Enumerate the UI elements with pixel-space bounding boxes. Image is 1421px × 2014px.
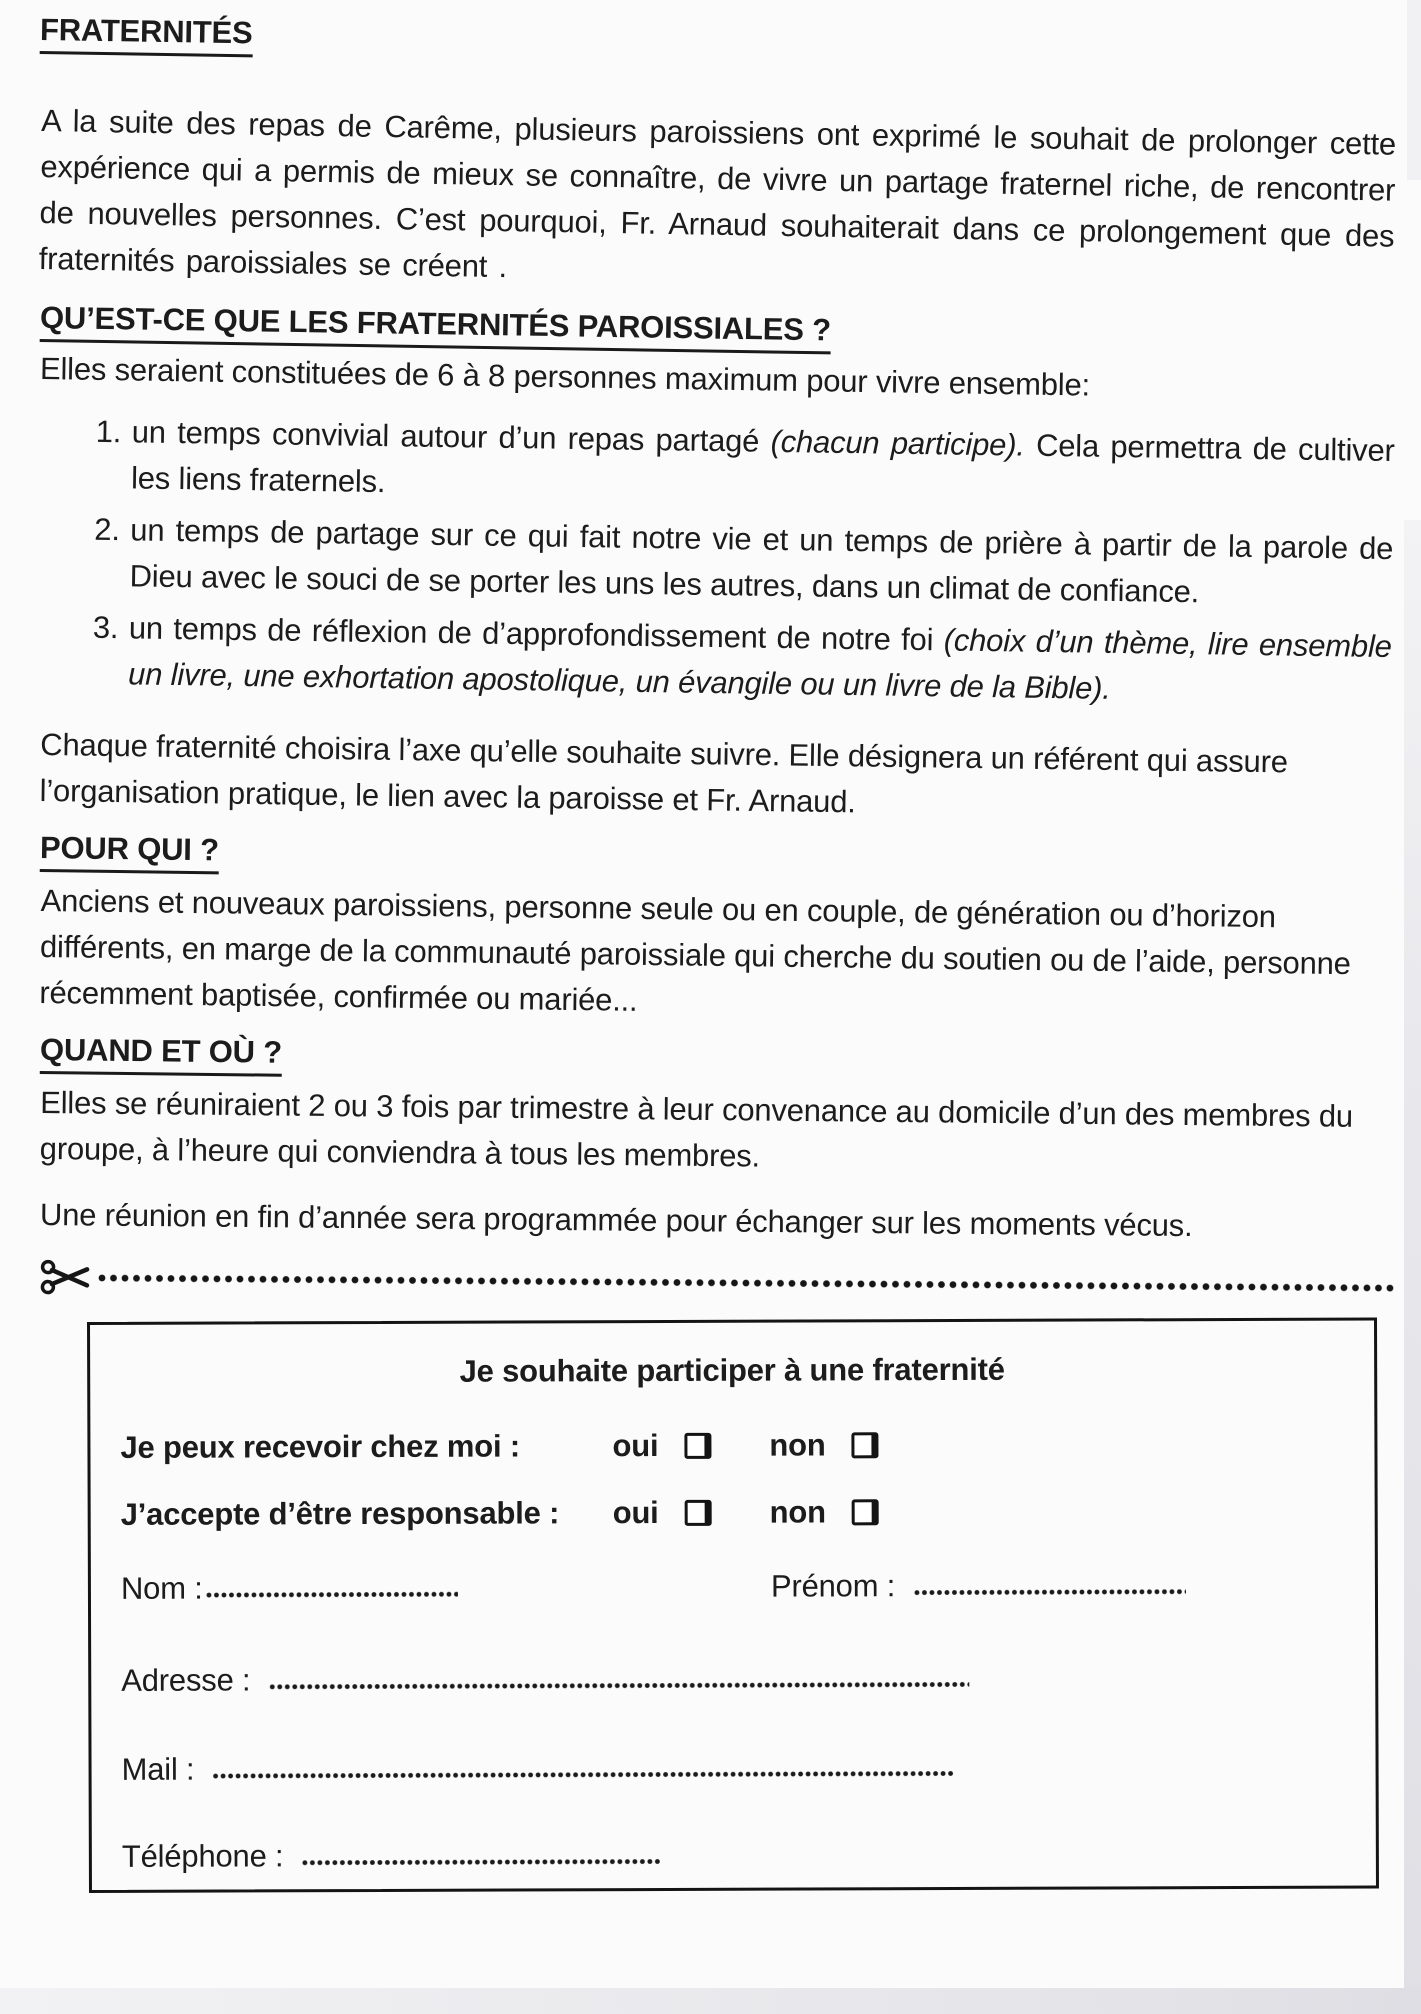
question-label: Je peux recevoir chez moi : (120, 1428, 520, 1465)
telephone-label: Téléphone : (121, 1838, 292, 1874)
question-label: J’accepte d’être responsable : (120, 1495, 560, 1532)
option-label-oui: oui (612, 1495, 659, 1531)
intro-paragraph: A la suite des repas de Carême, plusieurs paroissiens ont exprimé le souhait de prolonger cette expérience qui a permis de mieux se connaître, de vivre un partage fraternel riche, de rencontrer de nouvelles personnes. C’est pourquoi, Fr. Arnaud souhaiterait dans ce prolongement que des fraternités paroissiales se créent . (38, 103, 1397, 285)
annual-meeting-note: Une réunion en fin d’année sera programmée pour échanger sur les moments vécus. (39, 1197, 1193, 1244)
who-paragraph: Anciens et nouveaux paroissiens, personne seule ou en couple, de génération ou d’horizon différents, en marge de la communauté paroissiale qui cherche du soutien ou de l’aide, personne récemment baptisée, confirmée ou mariée... (39, 883, 1351, 1018)
list-item-text: un temps de réflexion de d’approfondissement de notre foi (choix d’un thème, lire ensemble un livre, une exhortation apostolique, un évangile ou un livre de la Bible). (127, 610, 1392, 706)
fraternity-activities-list (38, 408, 1397, 716)
list-item (95, 409, 1397, 520)
scissors-icon (40, 1257, 92, 1297)
list-item-number: 2. (94, 511, 121, 548)
what-closing-paragraph: Chaque fraternité choisira l’axe qu’elle souhaite suivre. Elle désignera un référent qui assure l’organisation pratique, le lien avec la paroisse et Fr. Arnaud. (39, 727, 1289, 820)
page-title-text: FRATERNITÉS (40, 12, 253, 57)
nom-label: Nom : (120, 1570, 203, 1606)
address-row (121, 1656, 1345, 1702)
question-row-responsable (121, 1490, 1345, 1536)
option-label-non: non (769, 1427, 826, 1463)
scan-edge-artifact-bottom (0, 1988, 1421, 2014)
checkbox-recevoir-oui[interactable] (684, 1433, 711, 1459)
telephone-input-line[interactable] (302, 1858, 662, 1866)
form-title: Je souhaite participer à une fraternité (459, 1351, 1005, 1389)
participation-form (87, 1317, 1379, 1892)
cut-dotted-line (98, 1273, 1395, 1292)
option-label-oui: oui (612, 1428, 659, 1464)
when-paragraph: Elles se réuniraient 2 ou 3 fois par trimestre à leur convenance au domicile d’un des membres du groupe, à l’heure qui conviendra à tous les membres. (39, 1085, 1354, 1174)
option-label-non: non (769, 1494, 826, 1530)
section-heading-when: QUAND ET OÙ ? (40, 1032, 1395, 1089)
nom-input-line[interactable] (206, 1591, 458, 1599)
section-heading-who: POUR QUI ? (40, 830, 1395, 890)
cut-line (40, 1258, 1395, 1307)
prenom-label: Prénom : (770, 1568, 904, 1604)
section-heading-what: QU’EST-CE QUE LES FRATERNITÉS PAROISSIALES ? (40, 300, 1395, 363)
phone-row (122, 1832, 1346, 1878)
adresse-input-line[interactable] (269, 1681, 969, 1690)
checkbox-responsable-oui[interactable] (685, 1500, 712, 1526)
checkbox-responsable-non[interactable] (852, 1499, 879, 1525)
list-item-text: un temps de partage sur ce qui fait notre vie et un temps de prière à partir de la parole de Dieu avec le souci de se porter les uns les autres, dans un climat de confiance. (129, 512, 1394, 610)
list-item-number: 1. (95, 413, 122, 450)
page-title (40, 12, 1395, 75)
list-item (93, 507, 1395, 618)
mail-label: Mail : (121, 1751, 203, 1787)
list-item (92, 605, 1394, 716)
mail-input-line[interactable] (213, 1770, 955, 1780)
list-item-number: 3. (92, 609, 119, 646)
prenom-input-line[interactable] (914, 1588, 1186, 1596)
list-item-text: un temps convivial autour d’un repas partagé (chacun participe). Cela permettra de cultiver les liens fraternels. (130, 414, 1395, 500)
checkbox-recevoir-non[interactable] (852, 1432, 879, 1458)
name-row (121, 1564, 1345, 1610)
mail-row (121, 1745, 1345, 1791)
scan-edge-artifact-corner (1407, 0, 1421, 180)
scan-edge-artifact-right (1404, 520, 1421, 2014)
adresse-label: Adresse : (121, 1662, 259, 1698)
what-lead-paragraph: Elles seraient constituées de 6 à 8 personnes maximum pour vivre ensemble: (39, 351, 1091, 403)
question-row-recevoir (120, 1423, 1344, 1469)
